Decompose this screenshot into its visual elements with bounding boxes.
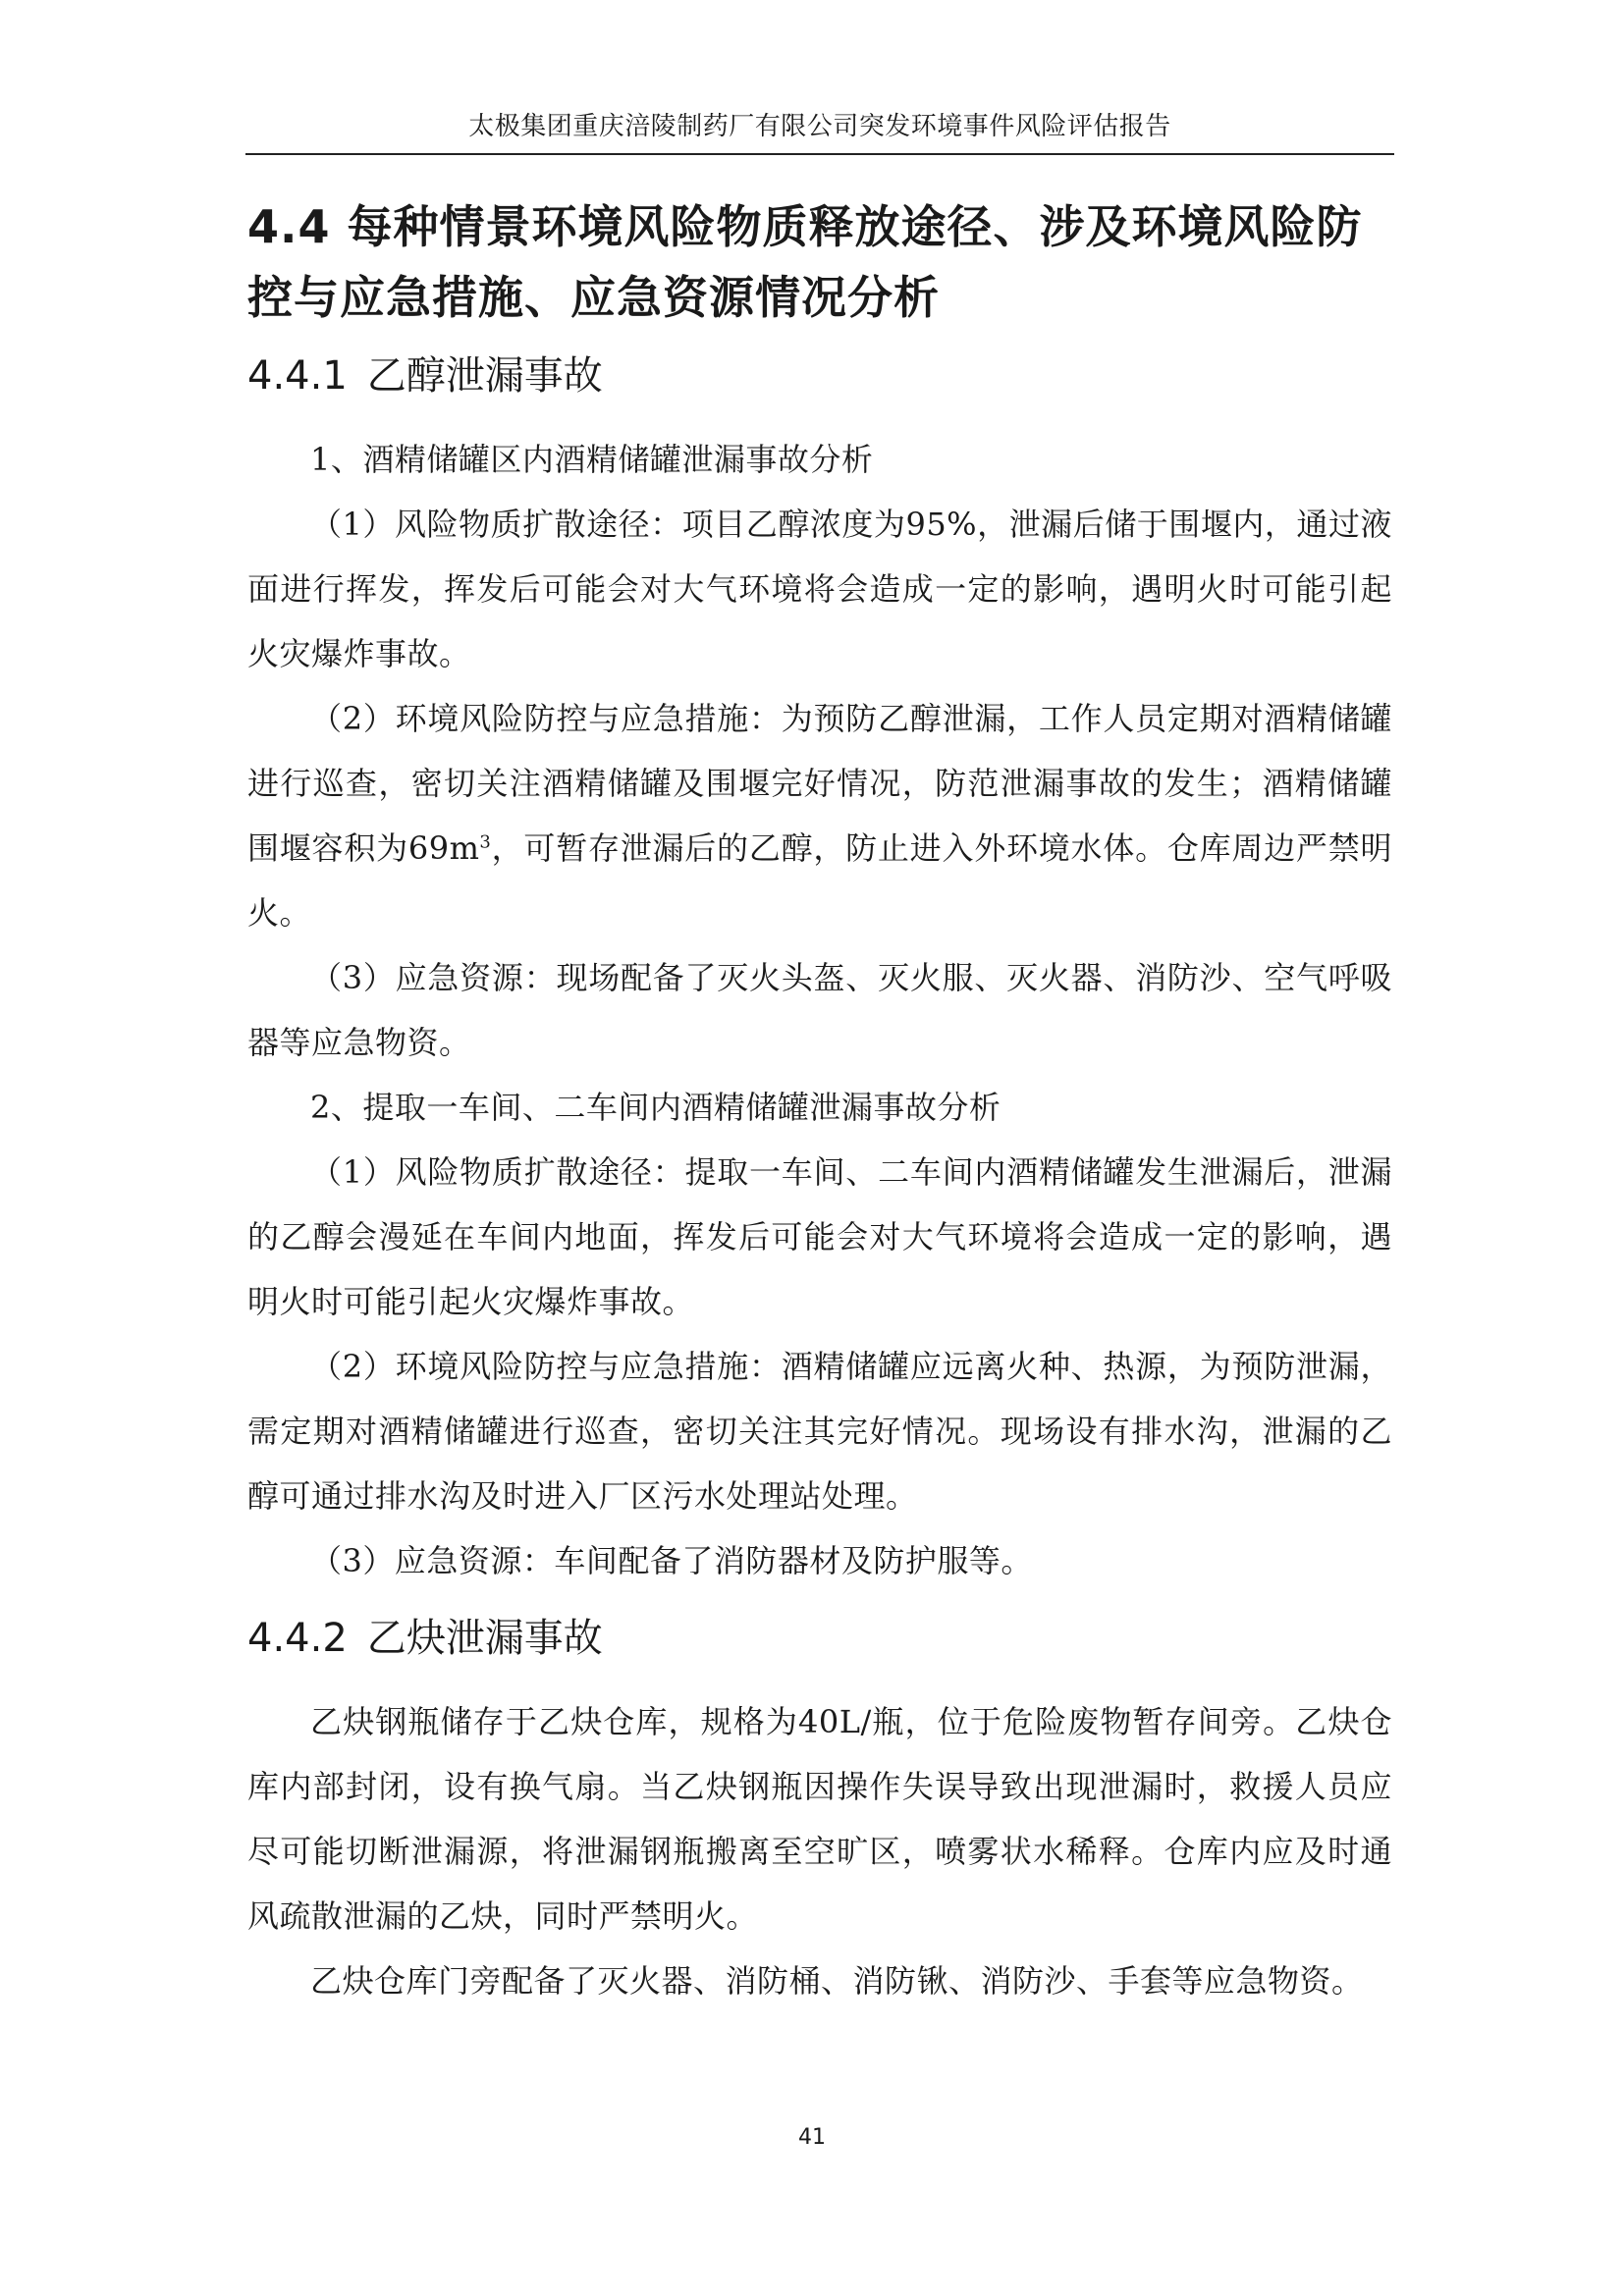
section-heading: 4.4 每种情景环境风险物质释放途径、涉及环境风险防控与应急措施、应急资源情况分析	[247, 200, 1363, 324]
paragraph: （3）应急资源：现场配备了灭火头盔、灭火服、灭火器、消防沙、空气呼吸器等应急物资。	[247, 959, 1392, 1061]
paragraph: 2、提取一车间、二车间内酒精储罐泄漏事故分析	[310, 1089, 1001, 1126]
paragraph	[247, 686, 1392, 945]
paragraph: 1、酒精储罐区内酒精储罐泄漏事故分析	[310, 441, 874, 478]
paragraph-text: （2）环境风险防控与应急措施：为预防乙醇泄漏，工作人员定期对酒精储罐进行巡查，密切关注酒精储罐及围堰完好情况，防范泄漏事故的发生；酒精储罐围堰容积为69m	[247, 700, 1392, 867]
page-number: 41	[798, 2125, 826, 2150]
subsection-title: 乙炔泄漏事故	[366, 1616, 603, 1661]
document-body	[247, 191, 1392, 2013]
page-header: 太极集团重庆涪陵制药厂有限公司突发环境事件风险评估报告	[245, 110, 1394, 155]
subsection-number: 4.4.1	[247, 353, 348, 399]
paragraph: 乙炔钢瓶储存于乙炔仓库，规格为40L/瓶，位于危险废物暂存间旁。乙炔仓库内部封闭，设有换气扇。当乙炔钢瓶因操作失误导致出现泄漏时，救援人员应尽可能切断泄漏源，将泄漏钢瓶搬离至空旷区，喷雾状水稀释。仓库内应及时通风疏散泄漏的乙炔，同时严禁明火。	[247, 1703, 1392, 1935]
paragraph: （3）应急资源：车间配备了消防器材及防护服等。	[310, 1542, 1033, 1579]
paragraph: （1）风险物质扩散途径：项目乙醇浓度为95%，泄漏后储于围堰内，通过液面进行挥发，挥发后可能会对大气环境将会造成一定的影响，遇明火时可能引起火灾爆炸事故。	[247, 506, 1392, 672]
subsection-heading-ethanol	[247, 347, 1392, 405]
paragraph-text: ，可暂存泄漏后的乙醇，防止进入外环境水体。仓库周边严禁明火。	[247, 829, 1392, 932]
spacer	[247, 1593, 1392, 1609]
subsection-heading-acetylene	[247, 1609, 1392, 1668]
subsection-title: 乙醇泄漏事故	[366, 353, 603, 399]
paragraph: 乙炔仓库门旁配备了灭火器、消防桶、消防锹、消防沙、手套等应急物资。	[310, 1962, 1364, 2000]
paragraph: （2）环境风险防控与应急措施：酒精储罐应远离火种、热源，为预防泄漏，需定期对酒精储罐进行巡查，密切关注其完好情况。现场设有排水沟，泄漏的乙醇可通过排水沟及时进入厂区污水处理站处理。	[247, 1348, 1392, 1515]
superscript: 3	[479, 831, 492, 853]
subsection-number: 4.4.2	[247, 1616, 348, 1661]
paragraph: （1）风险物质扩散途径：提取一车间、二车间内酒精储罐发生泄漏后，泄漏的乙醇会漫延在车间内地面，挥发后可能会对大气环境将会造成一定的影响，遇明火时可能引起火灾爆炸事故。	[247, 1153, 1392, 1320]
